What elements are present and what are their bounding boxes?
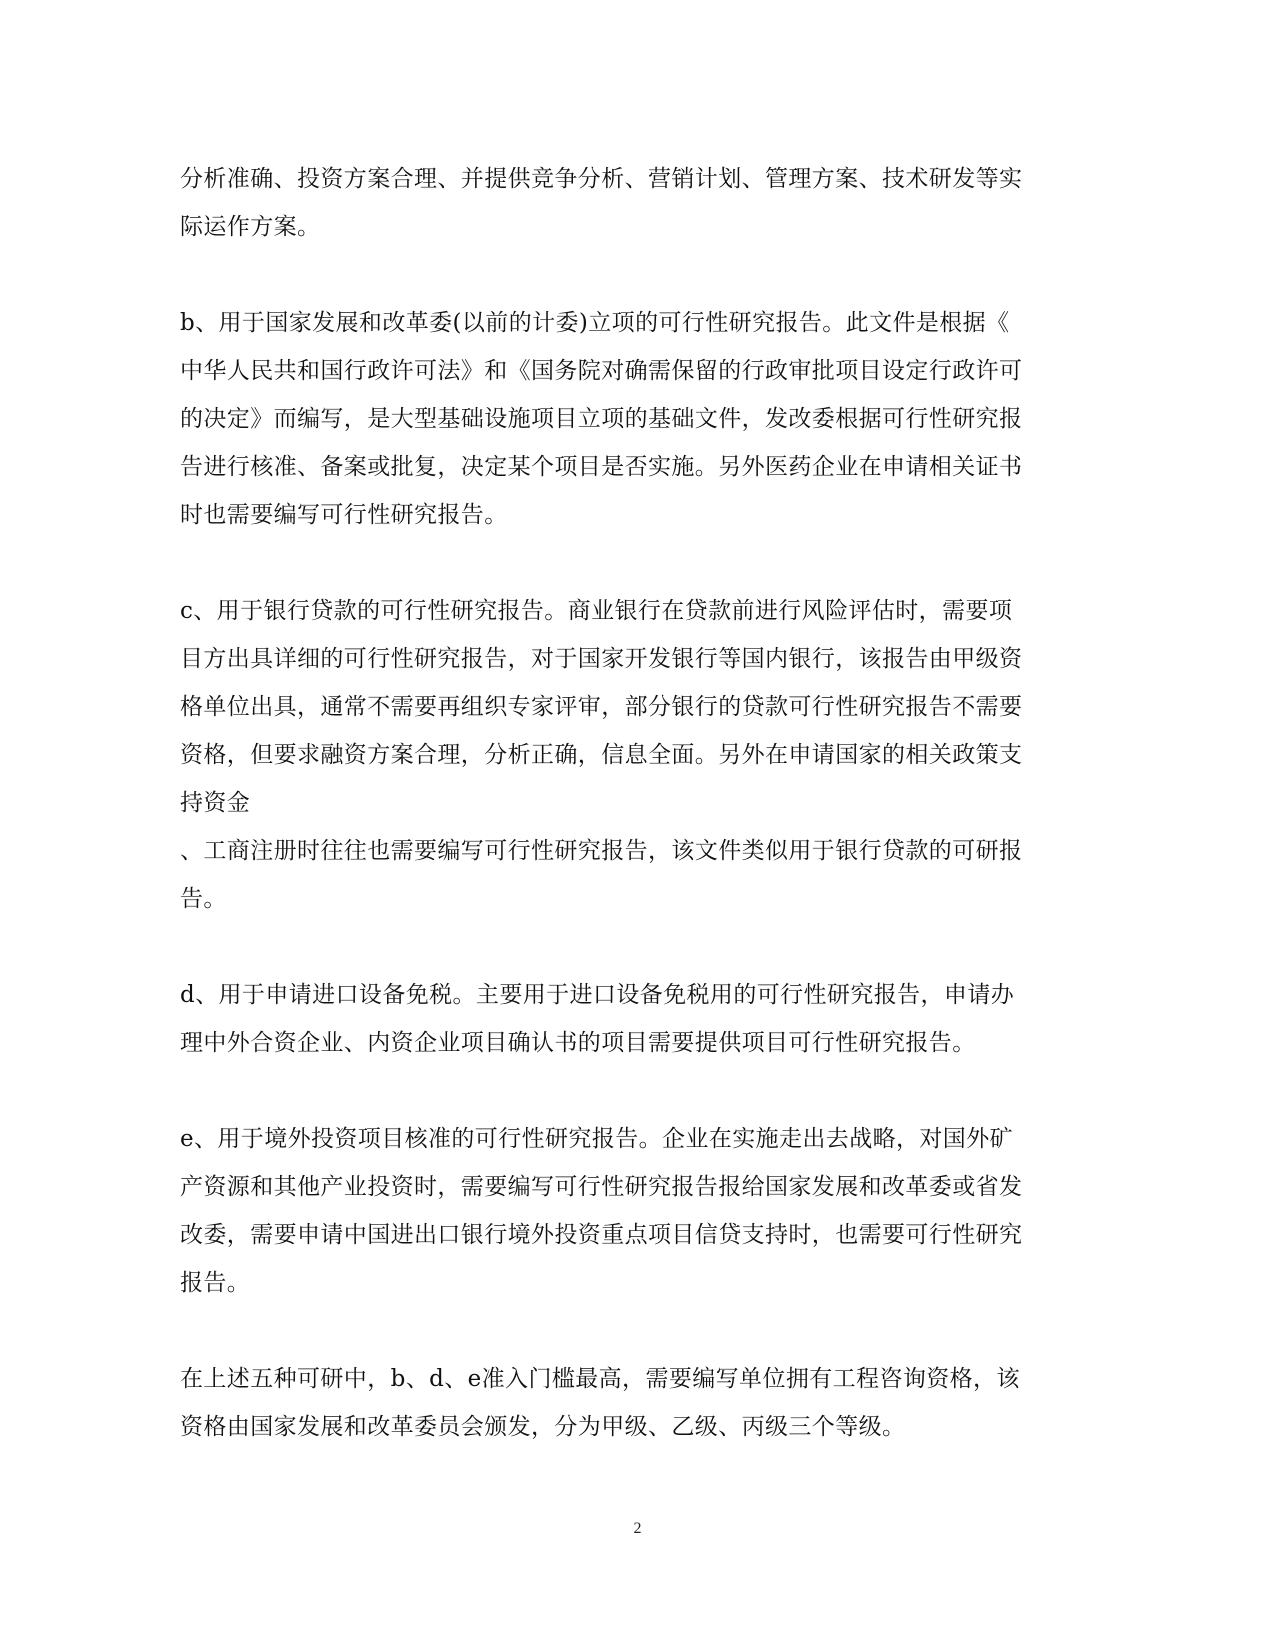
text-line: e、用于境外投资项目核准的可行性研究报告。企业在实施走出去战略，对国外矿	[180, 1126, 1014, 1152]
paragraph-summary	[180, 1355, 1085, 1451]
text-line: 理中外合资企业、内资企业项目确认书的项目需要提供项目可行性研究报告。	[180, 1030, 976, 1056]
text-line: 告进行核准、备案或批复，决定某个项目是否实施。另外医药企业在申请相关证书	[180, 454, 1023, 480]
text-line: 目方出具详细的可行性研究报告，对于国家开发银行等国内银行，该报告由甲级资	[180, 646, 1023, 672]
text-line: 际运作方案。	[180, 214, 321, 240]
text-line: d、用于申请进口设备免税。主要用于进口设备免税用的可行性研究报告，申请办	[180, 982, 1015, 1008]
text-line: c、用于银行贷款的可行性研究报告。商业银行在贷款前进行风险评估时，需要项	[180, 598, 1013, 624]
paragraph-c	[180, 587, 1085, 923]
paragraph-1	[180, 155, 1085, 251]
text-line: 分析准确、投资方案合理、并提供竞争分析、营销计划、管理方案、技术研发等实	[180, 166, 1023, 192]
text-line: 中华人民共和国行政许可法》和《国务院对确需保留的行政审批项目设定行政许可	[180, 358, 1023, 384]
text-line: 改委，需要申请中国进出口银行境外投资重点项目信贷支持时，也需要可行性研究	[180, 1222, 1023, 1248]
text-line: 持资金	[180, 790, 251, 816]
text-line: 格单位出具，通常不需要再组织专家评审，部分银行的贷款可行性研究报告不需要	[180, 694, 1023, 720]
text-line: b、用于国家发展和改革委(以前的计委)立项的可行性研究报告。此文件是根据《	[180, 310, 1010, 336]
text-line: 告。	[180, 886, 227, 912]
paragraph-e	[180, 1115, 1085, 1307]
text-line: 报告。	[180, 1270, 251, 1296]
paragraph-d	[180, 971, 1085, 1067]
text-line: 、工商注册时往往也需要编写可行性研究报告，该文件类似用于银行贷款的可研报	[180, 838, 1023, 864]
text-line: 时也需要编写可行性研究报告。	[180, 502, 508, 528]
text-line: 在上述五种可研中，b、d、e准入门槛最高，需要编写单位拥有工程咨询资格，该	[180, 1366, 1020, 1392]
page-number: 2	[633, 1520, 642, 1537]
text-line: 资格由国家发展和改革委员会颁发，分为甲级、乙级、丙级三个等级。	[180, 1414, 906, 1440]
paragraph-b	[180, 299, 1085, 539]
text-line: 产资源和其他产业投资时，需要编写可行性研究报告报给国家发展和改革委或省发	[180, 1174, 1023, 1200]
document-body	[180, 155, 1085, 1451]
text-line: 的决定》而编写，是大型基础设施项目立项的基础文件，发改委根据可行性研究报	[180, 406, 1023, 432]
text-line: 资格，但要求融资方案合理，分析正确，信息全面。另外在申请国家的相关政策支	[180, 742, 1023, 768]
